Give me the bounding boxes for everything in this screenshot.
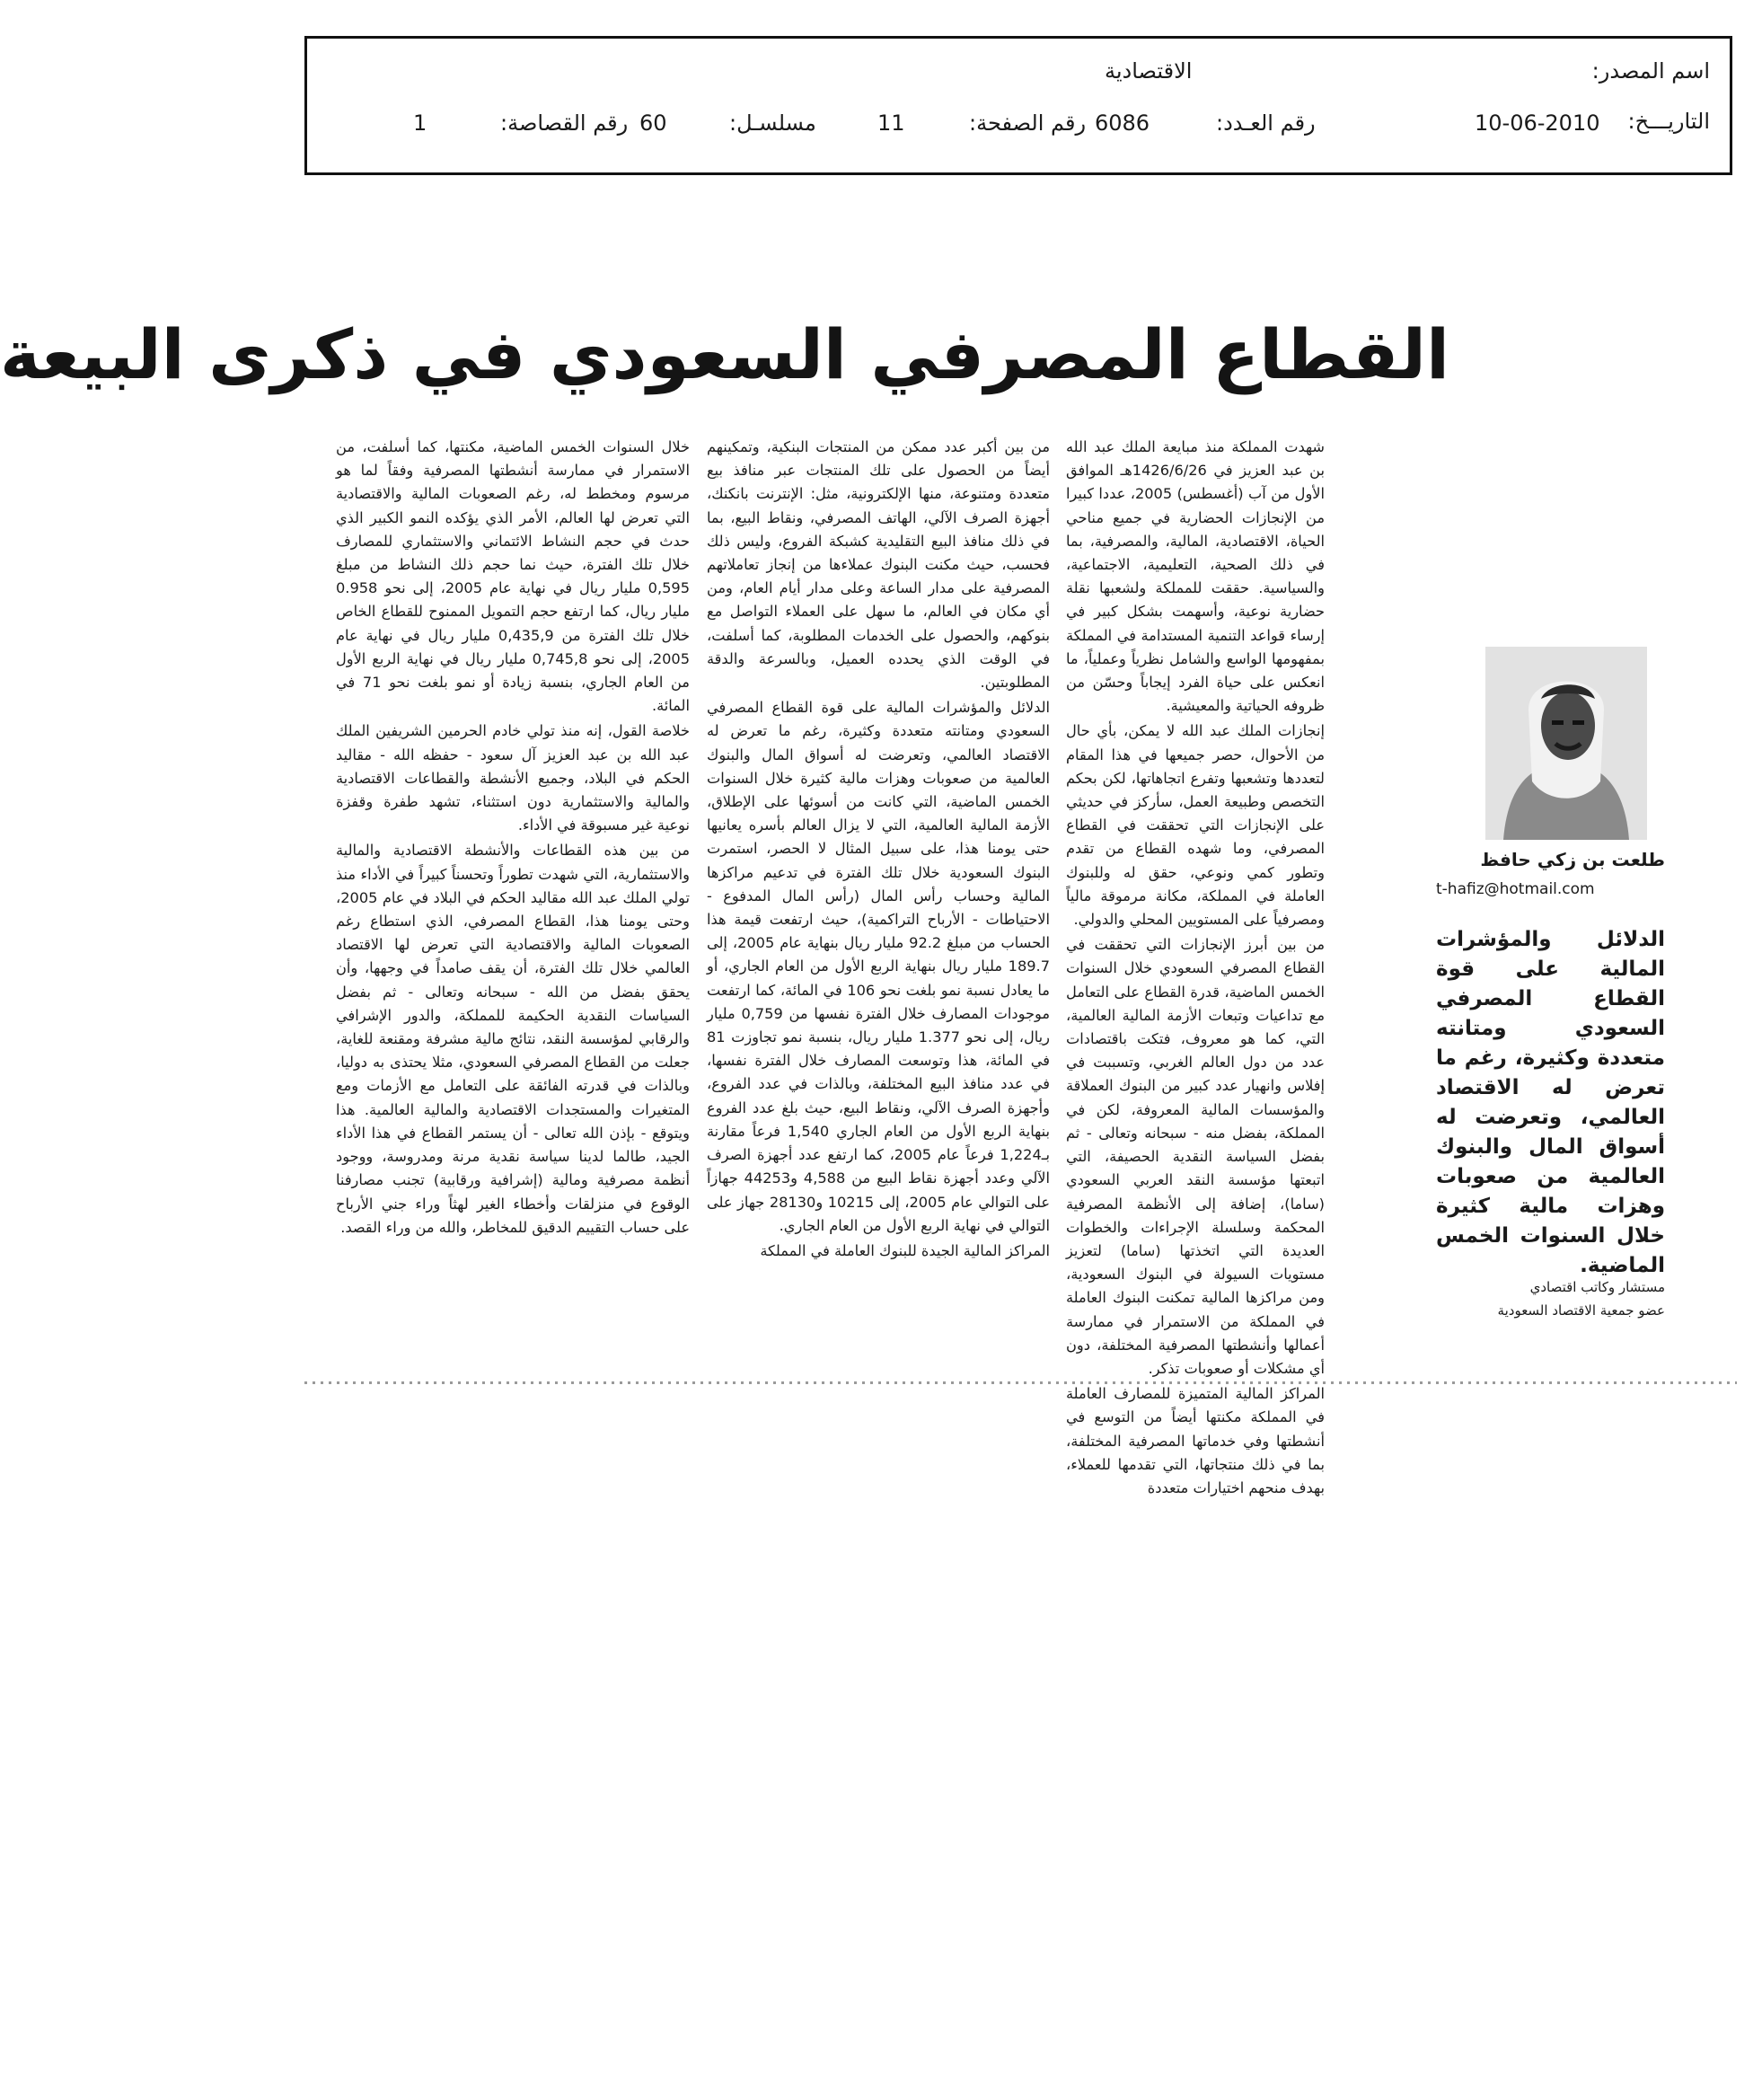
page-value: 11 <box>877 110 905 136</box>
page-label: رقم الصفحة: <box>969 110 1087 136</box>
article-column-3 <box>336 436 690 1370</box>
column-3-paragraph: خلاصة القول، إنه منذ تولي خادم الحرمين الشريفين الملك عبد الله بن عبد العزيز آل سعود - حفظه الله - مقاليد الحكم في البلاد، وجميع الأنشطة والقطاعات الاقتصادية والمالية والاستثمارية دون استثناء، تشهد طفرة وقفزة نوعية غير مسبوقة في الأداء. <box>336 722 690 834</box>
clip-value: 1 <box>413 110 427 136</box>
author-email: t-hafiz@hotmail.com <box>1436 880 1595 898</box>
source-label: اسم المصدر: <box>1591 58 1710 84</box>
author-role-line-2: عضو جمعية الاقتصاد السعودية <box>1497 1302 1665 1319</box>
column-1-paragraph: إنجازات الملك عبد الله لا يمكن، بأي حال من الأحوال، حصر جميعها في هذا المقام لتعددها وتشعبها وتفرع اتجاهاتها، لكن بحكم التخصص وطبيعة العمل، سأركز في حديثي على الإنجازات التي تحققت في القطاع المصرفي، وما شهده القطاع من تقدم وتطور كمي ونوعي، حقق له وللبنوك العاملة في المملكة، مكانة مرموقة مالياً ومصرفياً على المستويين المحلي والدولي. <box>1066 722 1325 929</box>
author-role-line-1: مستشار وكاتب اقتصادي <box>1529 1279 1665 1295</box>
column-3-paragraph: خلال السنوات الخمس الماضية، مكنتها، كما أسلفت، من الاستمرار في ممارسة أنشطتها المصرفية وفقاً لما هو مرسوم ومخطط له، رغم الصعوبات المالية والاقتصادية التي تعرض لها العالم، الأمر الذي يؤكده النمو الكبير الذي حدث في حجم النشاط الائتماني والاستثماري للمصارف خلال تلك الفترة، حيث نما حجم ذلك النشاط من مبلغ 0,595 مليار ريال في نهاية عام 2005، إلى نحو 0.958 مليار ريال، كما ارتفع حجم التمويل الممنوح للقطاع الخاص خلال تلك الفترة من 0,435,9 مليار ريال في نهاية عام 2005، إلى نحو 0,745,8 مليار ريال في نهاية الربع الأول من العام الجاري، بنسبة زيادة أو نمو بلغت نحو 71 في المائة. <box>336 438 691 715</box>
column-1-paragraph: المراكز المالية المتميزة للمصارف العاملة في المملكة مكنتها أيضاً من التوسع في أنشطتها وفي خدماتها المصرفية المختلفة، بما في ذلك منتجاتها، التي تقدمها للعملاء، بهدف منحهم اختيارات متعددة <box>1066 1385 1325 1496</box>
issue-value: 6086 <box>1095 110 1150 136</box>
serial-value: 60 <box>639 110 667 136</box>
column-1-paragraph: شهدت المملكة منذ مبايعة الملك عبد الله بن عبد العزيز في 1426/6/26هـ الموافق الأول من آب (أغسطس) 2005، عددا كبيرا من الإنجازات الحضارية في جميع مناحي الحياة، الاقتصادية، المالية، والمصرفية، بما في ذلك الصحية، التعليمية، الاجتماعية، والسياسية. حققت للمملكة ولشعبها نقلة حضارية نوعية، وأسهمت بشكل كبير في إرساء قواعد التنمية المستدامة في المملكة بمفهومها الواسع والشامل نظرياً وعملياً، ما انعكس على حياة الفرد إيجاباً وحسّن من ظروفه الحياتية والمعيشية. <box>1066 438 1326 715</box>
article-title: القطاع المصرفي السعودي في ذكرى البيعة <box>0 314 1449 394</box>
author-photo <box>1485 647 1647 840</box>
serial-label: مسلسـل: <box>729 110 816 136</box>
clip-label: رقم القصاصة: <box>500 110 629 136</box>
date-label: التاريـــخ: <box>1627 109 1710 134</box>
column-3-paragraph: من بين هذه القطاعات والأنشطة الاقتصادية والمالية والاستثمارية، التي شهدت تطوراً وتحسناً كبيراً في الأداء منذ تولي الملك عبد الله مقاليد الحكم في البلاد في عام 2005، وحتى يومنا هذا، القطاع المصرفي، الذي استطاع رغم الصعوبات المالية والاقتصادية التي تعرض لها الاقتصاد العالمي خلال تلك الفترة، أن يقف صامداً في وجهها، وأن يحقق بفضل من الله - سبحانه وتعالى - ثم بفضل السياسات النقدية الحكيمة للمملكة، والدور الإشرافي والرقابي لمؤسسة النقد، نتائج مالية مشرفة ومقنعة للغاية، جعلت من القطاع المصرفي السعودي، مثلا يحتذى به دوليا، وبالذات في قدرته الفائقة على التعامل مع الأزمات ومع المتغيرات والمستجدات الاقتصادية والمالية العالمية. هذا ويتوقع - بإذن الله تعالى - أن يستمر القطاع في هذا الأداء الجيد، طالما لدينا سياسة نقدية مرنة ومدروسة، ووجود أنظمة مصرفية ومالية (إشرافية ورقابية) تجنب مصارفنا الوقوع في منزلقات وأخطاء الغير لهثاً وراء جني الأرباح على حساب التقييم الدقيق للمخاطر، والله من وراء القصد. <box>336 842 690 1236</box>
column-2-paragraph: من بين أكبر عدد ممكن من المنتجات البنكية، وتمكينهم أيضاً من الحصول على تلك المنتجات عبر منافذ بيع متعددة ومتنوعة، منها الإلكترونية، مثل: الإنترنت بانكنك، أجهزة الصرف الآلي، الهاتف المصرفي، ونقاط البيع، بما في ذلك منافذ البيع التقليدية كشبكة الفروع، وليس ذلك فحسب، حيث مكنت البنوك عملاءها من إنجاز تعاملاتهم المصرفية على مدار الساعة وعلى مدار أيام العام، ومن أي مكان في العالم، ما سهل على العملاء التواصل مع بنوكهم، والحصول على الخدمات المطلوبة، كما أسلفت، في الوقت الذي يحدده العميل، وبالسرعة والدقة المطلوبتين. <box>707 438 1050 692</box>
author-role <box>1436 1275 1665 1322</box>
clipping-info-box <box>304 36 1732 175</box>
article-column-2 <box>707 436 1050 1370</box>
column-1-paragraph: من بين أبرز الإنجازات التي تحققت في القطاع المصرفي السعودي خلال السنوات الخمس الماضية، قدرة القطاع على التعامل مع تداعيات وتبعات الأزمة المالية العالمية، التي، كما هو معروف، فتكت باقتصادات عدد من دول العالم الغربي، وتسببت في إفلاس وانهيار عدد كبير من البنوك العملاقة والمؤسسات المالية المعروفة، لكن في المملكة، بفضل منه - سبحانه وتعالى - ثم بفضل السياسة النقدية الحصيفة، التي اتبعتها مؤسسة النقد العربي السعودي (ساما)، إضافة إلى الأنظمة المصرفية المحكمة وسلسلة الإجراءات والخطوات العديدة التي اتخذتها (ساما) لتعزيز مستويات السيولة في البنوك السعودية، ومن مراكزها المالية تمكنت البنوك العاملة في المملكة من الاستمرار في ممارسة أعمالها وأنشطتها المصرفية المختلفة، دون أي مشكلات أو صعوبات تذكر. <box>1066 936 1325 1377</box>
column-2-paragraph: المراكز المالية الجيدة للبنوك العاملة في المملكة <box>760 1241 1050 1259</box>
column-2-paragraph: الدلائل والمؤشرات المالية على قوة القطاع المصرفي السعودي ومتانته متعددة وكثيرة، رغم ما تعرض له الاقتصاد العالمي، وتعرضت له أسواق المال والبنوك العالمية من صعوبات وهزات مالية كثيرة خلال السنوات الخمس الماضية، التي كانت من أسوئها على الإطلاق، الأزمة المالية العالمية، التي لا يزال العالم بأسره يعانيها حتى يومنا هذا، على سبيل المثال لا الحصر، استمرت البنوك السعودية خلال تلك الفترة في تدعيم مراكزها المالية وحساب رأس المال (رأس المال المدفوع - الاحتياطات - الأرباح التراكمية)، حيث ارتفعت قيمة هذا الحساب من مبلغ 92.2 مليار ريال بنهاية عام 2005، إلى 189.7 مليار ريال بنهاية الربع الأول من العام الجاري، أو ما يعادل نسبة نمو بلغت نحو 106 في المائة، كما ارتفعت موجودات المصارف خلال الفترة نفسها من 0,759 مليار ريال، إلى نحو 1.377 مليار ريال، بنسبة نمو تجاوزت 81 في المائة، هذا وتوسعت المصارف خلال الفترة نفسها، في عدد منافذ البيع المختلفة، وبالذات في عدد الفروع، وأجهزة الصرف الآلي، ونقاط البيع، حيث بلغ عدد الفروع بنهاية الربع الأول من العام الجاري 1,540 فرعاً مقارنة بـ1,224 فرعاً عام 2005، كما ارتفع عدد أجهزة الصرف الآلي وعدد أجهزة نقاط البيع من 4,588 و44253 جهازاً على التوالي عام 2005، إلى 10215 و28130 جهاز على التوالي في نهاية الربع الأول من العام الجاري. <box>707 699 1051 1234</box>
author-portrait-image <box>1485 647 1647 840</box>
issue-label: رقم العـدد: <box>1216 110 1316 136</box>
scan-artifact-line <box>304 1381 1737 1384</box>
article-column-1 <box>1066 436 1326 1496</box>
source-value: الاقتصادية <box>1105 58 1193 84</box>
pull-quote: الدلائل والمؤشرات المالية على قوة القطاع المصرفي السعودي ومتانته متعددة وكثيرة، رغم ما تعرض له الاقتصاد العالمي، وتعرضت له أسواق المال والبنوك العالمية من صعوبات وهزات مالية كثيرة خلال السنوات الخمس الماضية. <box>1436 928 1665 1277</box>
author-name: طلعت بن زكي حافظ <box>1480 849 1665 870</box>
date-value: 10-06-2010 <box>1475 110 1600 136</box>
